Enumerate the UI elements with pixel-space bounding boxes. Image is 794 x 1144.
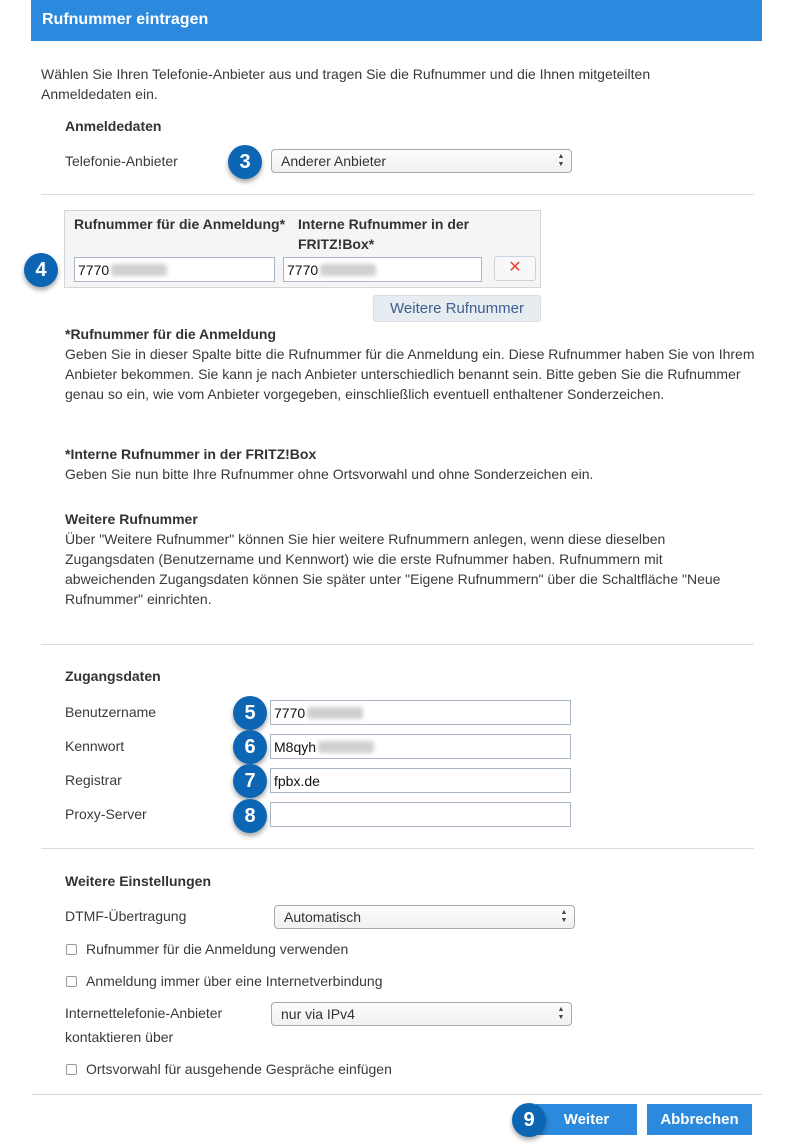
step-badge-7: 7 (233, 764, 267, 798)
divider (41, 848, 754, 849)
login-number-value: 7770 (78, 262, 110, 278)
provider-label: Telefonie-Anbieter (65, 153, 178, 169)
contact-select[interactable] (271, 1002, 572, 1026)
column-header-internal-number: Interne Rufnummer in der FRITZ!Box* (298, 216, 470, 252)
registrar-value: fpbx.de (274, 773, 320, 789)
help-text: Geben Sie nun bitte Ihre Rufnummer ohne Ortsvorwahl und ohne Sonderzeichen ein. (65, 466, 594, 482)
select-arrows-icon: ▲ ▼ (557, 1006, 565, 1021)
step-badge-5: 5 (233, 696, 267, 730)
select-arrows-icon: ▲ ▼ (557, 153, 565, 168)
redacted-blur (320, 264, 376, 276)
username-value: 7770 (274, 705, 306, 721)
section-title-zugangsdaten: Zugangsdaten (65, 668, 161, 684)
dialog-header (31, 0, 762, 41)
divider (300, 1094, 762, 1095)
divider (32, 1094, 300, 1095)
step-badge-8: 8 (233, 799, 267, 833)
add-number-button[interactable]: Weitere Rufnummer (373, 295, 541, 322)
area-code-label: Ortsvorwahl für ausgehende Gespräche einfügen (86, 1061, 392, 1077)
next-button[interactable]: Weiter (536, 1104, 637, 1135)
internal-number-input[interactable] (283, 257, 482, 282)
help-internal-number (65, 444, 765, 484)
dtmf-label: DTMF-Übertragung (65, 908, 187, 924)
section-title-anmeldedaten: Anmeldedaten (65, 118, 162, 134)
provider-select[interactable] (271, 149, 572, 173)
close-icon: ✕ (508, 259, 522, 276)
provider-select-value: Anderer Anbieter (281, 153, 387, 169)
username-label: Benutzername (65, 704, 157, 720)
step-badge-4: 4 (24, 253, 58, 287)
always-internet-checkbox[interactable] (66, 976, 77, 987)
proxy-input[interactable] (270, 802, 571, 827)
internal-number-value: 7770 (287, 262, 319, 278)
use-login-number-label: Rufnummer für die Anmeldung verwenden (86, 941, 349, 957)
step-badge-6: 6 (233, 730, 267, 764)
registrar-label: Registrar (65, 772, 122, 788)
step-badge-3: 3 (228, 145, 262, 179)
redacted-blur (307, 707, 363, 719)
registrar-input[interactable] (270, 768, 571, 793)
dtmf-select[interactable] (274, 905, 575, 929)
redacted-blur (111, 264, 167, 276)
password-value: M8qyh (274, 739, 317, 755)
help-text: Über "Weitere Rufnummer" können Sie hier weitere Rufnummern anlegen, wenn diese dieselben Zugangsdaten (Benutzername und Kennwort) wie die erste Rufnummer haben. Rufnummern mit abweichenden Zugangsdaten können Sie später unter "Eigene Rufnummern" über die Schaltfläche "Neue Rufnummer" einrichten. (65, 531, 721, 607)
dtmf-select-value: Automatisch (284, 909, 362, 925)
delete-row-button[interactable] (494, 256, 536, 281)
divider (41, 644, 754, 645)
numbers-table (64, 210, 541, 288)
contact-label-line1: Internettelefonie-Anbieter (65, 1005, 223, 1021)
contact-select-value: nur via IPv4 (281, 1006, 355, 1022)
always-internet-label: Anmeldung immer über eine Internetverbindung (86, 973, 383, 989)
help-title: Weitere Rufnummer (65, 511, 198, 527)
page-title: Rufnummer eintragen (42, 11, 209, 28)
help-title: *Interne Rufnummer in der FRITZ!Box (65, 446, 317, 462)
column-header-login-number: Rufnummer für die Anmeldung* (74, 216, 286, 232)
username-input[interactable] (270, 700, 571, 725)
redacted-blur (318, 741, 374, 753)
section-title-weitere: Weitere Einstellungen (65, 873, 211, 889)
help-text: Geben Sie in dieser Spalte bitte die Rufnummer für die Anmeldung ein. Diese Rufnummer haben Sie von Ihrem Anbieter bekommen. Sie kann je nach Anbieter unterschiedlich benannt sein. Bitte geben Sie die Rufnummer genau so ein, wie vom Anbieter vorgegeben, einschließlich eventuell enthaltener Sonderzeichen. (65, 346, 755, 402)
contact-label-line2: kontaktieren über (65, 1029, 174, 1045)
intro-text: Wählen Sie Ihren Telefonie-Anbieter aus und tragen Sie die Rufnummer und die Ihnen mitgeteilten Anmeldedaten ein. (41, 66, 651, 102)
step-badge-9: 9 (512, 1103, 546, 1137)
password-input[interactable] (270, 734, 571, 759)
select-arrows-icon: ▲ ▼ (560, 909, 568, 924)
help-title: *Rufnummer für die Anmeldung (65, 326, 277, 342)
divider (41, 194, 754, 195)
cancel-button[interactable]: Abbrechen (647, 1104, 752, 1135)
password-label: Kennwort (65, 738, 125, 754)
help-more-numbers (65, 509, 745, 609)
area-code-checkbox[interactable] (66, 1064, 77, 1075)
proxy-label: Proxy-Server (65, 806, 147, 822)
use-login-number-checkbox[interactable] (66, 944, 77, 955)
help-login-number (65, 324, 765, 404)
login-number-input[interactable] (74, 257, 275, 282)
